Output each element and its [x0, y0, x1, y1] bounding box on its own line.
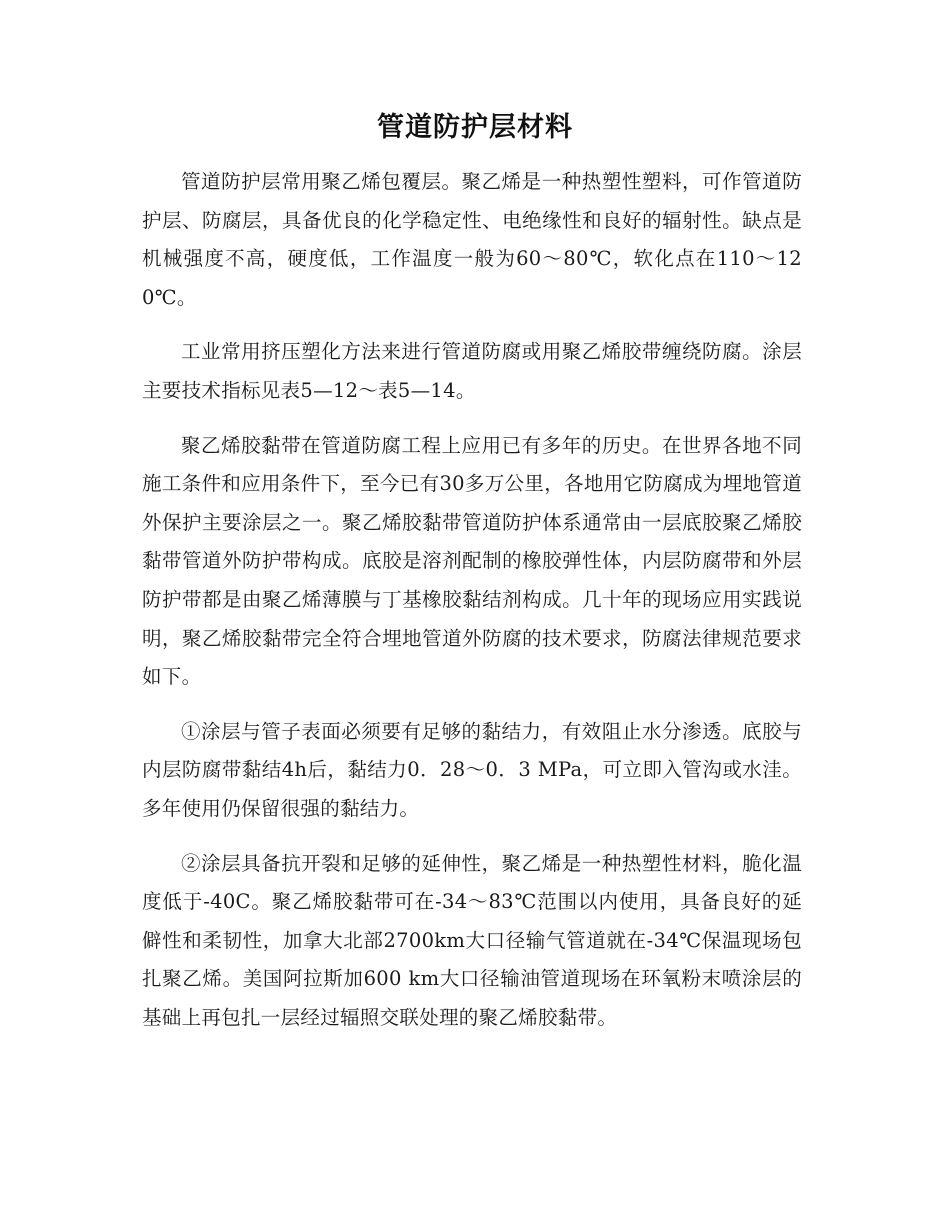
paragraph-tape-history: 聚乙烯胶黏带在管道防腐工程上应用已有多年的历史。在世界各地不同施工条件和应用条件下，至今已有30多万公里，各地用它防腐成为埋地管道外保护主要涂层之一。聚乙烯胶黏带管道防护体系通常由一层底胶聚乙烯胶黏带管道外防护带构成。底胶是溶剂配制的橡胶弹性体，内层防腐带和外层防护带都是由聚乙烯薄膜与丁基橡胶黏结剂构成。几十年的现场应用实践说明，聚乙烯胶黏带完全符合埋地管道外防腐的技术要求，防腐法律规范要求如下。: [142, 433, 802, 689]
document-title: 管道防护层材料: [377, 112, 573, 143]
paragraph-requirement-2: ②涂层具备抗开裂和足够的延伸性，聚乙烯是一种热塑性材料，脆化温度低于-40C。聚乙烯胶黏带可在-34～83℃范围以内使用，具备良好的延僻性和柔韧性，加拿大北部2700km大口径输气管道就在-34℃保温现场包扎聚乙烯。美国阿拉斯加600 km大口径输油管道现场在环氧粉末喷涂层的基础上再包扎一层经过辐照交联处理的聚乙烯胶黏带。: [142, 851, 802, 1029]
document-body: [142, 163, 802, 1053]
paragraph-requirement-1: ①涂层与管子表面必须要有足够的黏结力，有效阻止水分渗透。底胶与内层防腐带黏结4h后，黏结力0．28～0．3 MPa，可立即入管沟或水洼。多年使用仍保留很强的黏结力。: [142, 719, 802, 820]
paragraph-extrusion: 工业常用挤压塑化方法来进行管道防腐或用聚乙烯胶带缠绕防腐。涂层主要技术指标见表5—12～表5—14。: [142, 340, 802, 402]
paragraph-intro: 管道防护层常用聚乙烯包覆层。聚乙烯是一种热塑性塑料，可作管道防护层、防腐层，具备优良的化学稳定性、电绝缘性和良好的辐射性。缺点是机械强度不高，硬度低，工作温度一般为60～80℃，软化点在110～120℃。: [142, 170, 802, 309]
